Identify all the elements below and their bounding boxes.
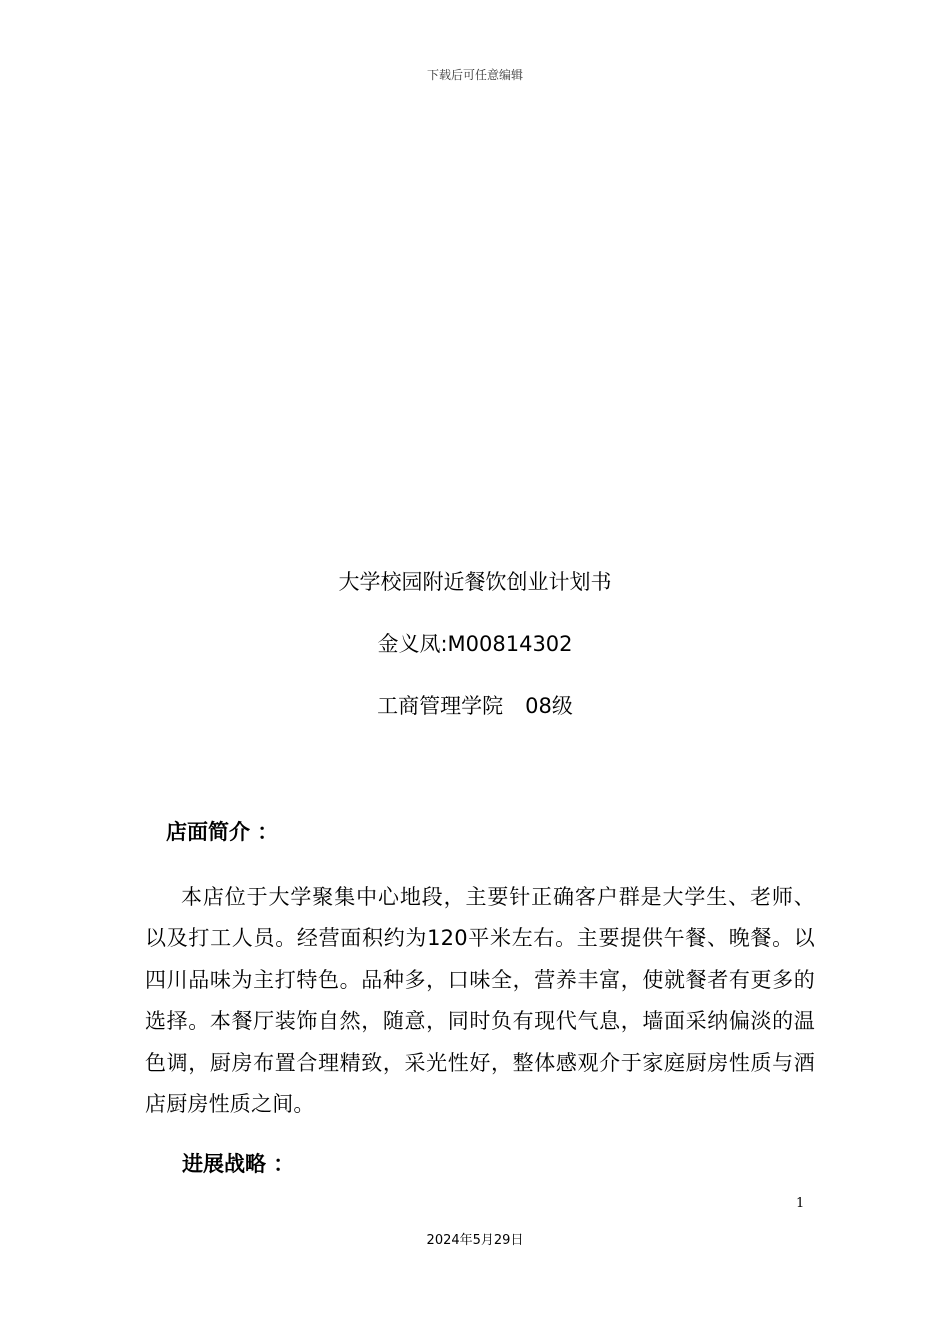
department-name: 工商管理学院 xyxy=(377,694,504,718)
section-heading-intro: 店面简介 ： xyxy=(166,820,279,844)
footer-date: 2024年5月29日 xyxy=(426,1233,524,1248)
document-title: 大学校园附近餐饮创业计划书 xyxy=(338,570,612,594)
grade-label: 08级 xyxy=(525,694,573,718)
department-line xyxy=(0,692,950,720)
intro-paragraph: 本店位于大学聚集中心地段，主要针正确客户群是大学生、老师、以及打工人员。经营面积约为120平米左右。主要提供午餐、晚餐。以四川品味为主打特色。品种多，口味全，营养丰富，使就餐者有更多的选择。本餐厅装饰自然，随意，同时负有现代气息，墙面采纳偏淡的温色调，厨房布置合理精致，采光性好，整体感观介于家庭厨房性质与酒店厨房性质之间。 xyxy=(145,885,815,1117)
section-heading-strategy: 进展战略 ： xyxy=(182,1152,295,1176)
header-note: 下载后可任意编辑 xyxy=(426,68,523,82)
page-number: 1 xyxy=(796,1196,805,1211)
author-line: 金义凤:M00814302 xyxy=(377,632,573,656)
